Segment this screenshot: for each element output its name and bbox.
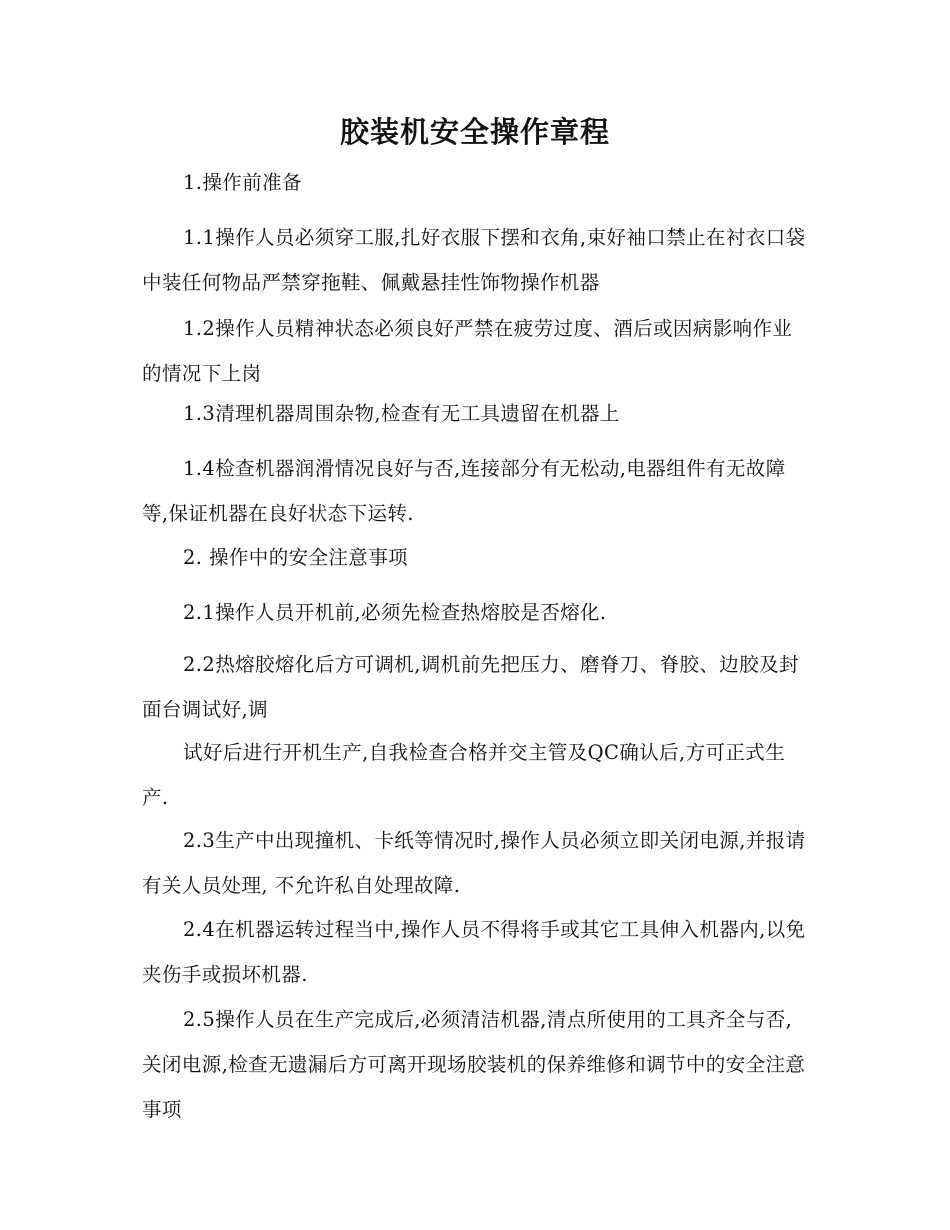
paragraph-2-3: 2.3生产中出现撞机、卡纸等情况时,操作人员必须立即关闭电源,并报请有关人员处理, 不允许私自处理故障. [142,829,806,897]
paragraph-section-2-heading: 2. 操作中的安全注意事项 [183,546,409,569]
paragraph-1-1: 1.1操作人员必须穿工服,扎好衣服下摆和衣角,束好袖口禁止在衬衣口袋中装任何物品严禁穿拖鞋、佩戴悬挂性饰物操作机器 [142,226,806,294]
document-title: 胶装机安全操作章程 [339,115,610,149]
paragraph-1-4: 1.4检查机器润滑情况良好与否,连接部分有无松动,电器组件有无故障等,保证机器在良好状态下运转. [142,457,786,525]
paragraph-2-2-continued: 试好后进行开机生产,自我检查合格并交主管及QC确认后,方可正式生产. [142,741,786,809]
paragraph-1-3: 1.3清理机器周围杂物,检查有无工具遗留在机器上 [183,402,620,425]
paragraph-2-5: 2.5操作人员在生产完成后,必须清洁机器,清点所使用的工具齐全与否,关闭电源,检查无遗漏后方可离开现场胶装机的保养维修和调节中的安全注意事项 [142,1008,806,1121]
paragraph-section-1-heading: 1.操作前准备 [183,171,302,194]
paragraph-2-4: 2.4在机器运转过程当中,操作人员不得将手或其它工具伸入机器内,以免夹伤手或损坏机器. [142,918,806,986]
paragraph-2-2: 2.2热熔胶熔化后方可调机,调机前先把压力、磨脊刀、脊胶、边胶及封面台调试好,调 [142,653,799,721]
paragraph-1-2: 1.2操作人员精神状态必须良好严禁在疲劳过度、酒后或因病影响作业的情况下上岗 [142,317,793,385]
paragraph-2-1: 2.1操作人员开机前,必须先检查热熔胶是否熔化. [183,601,607,624]
